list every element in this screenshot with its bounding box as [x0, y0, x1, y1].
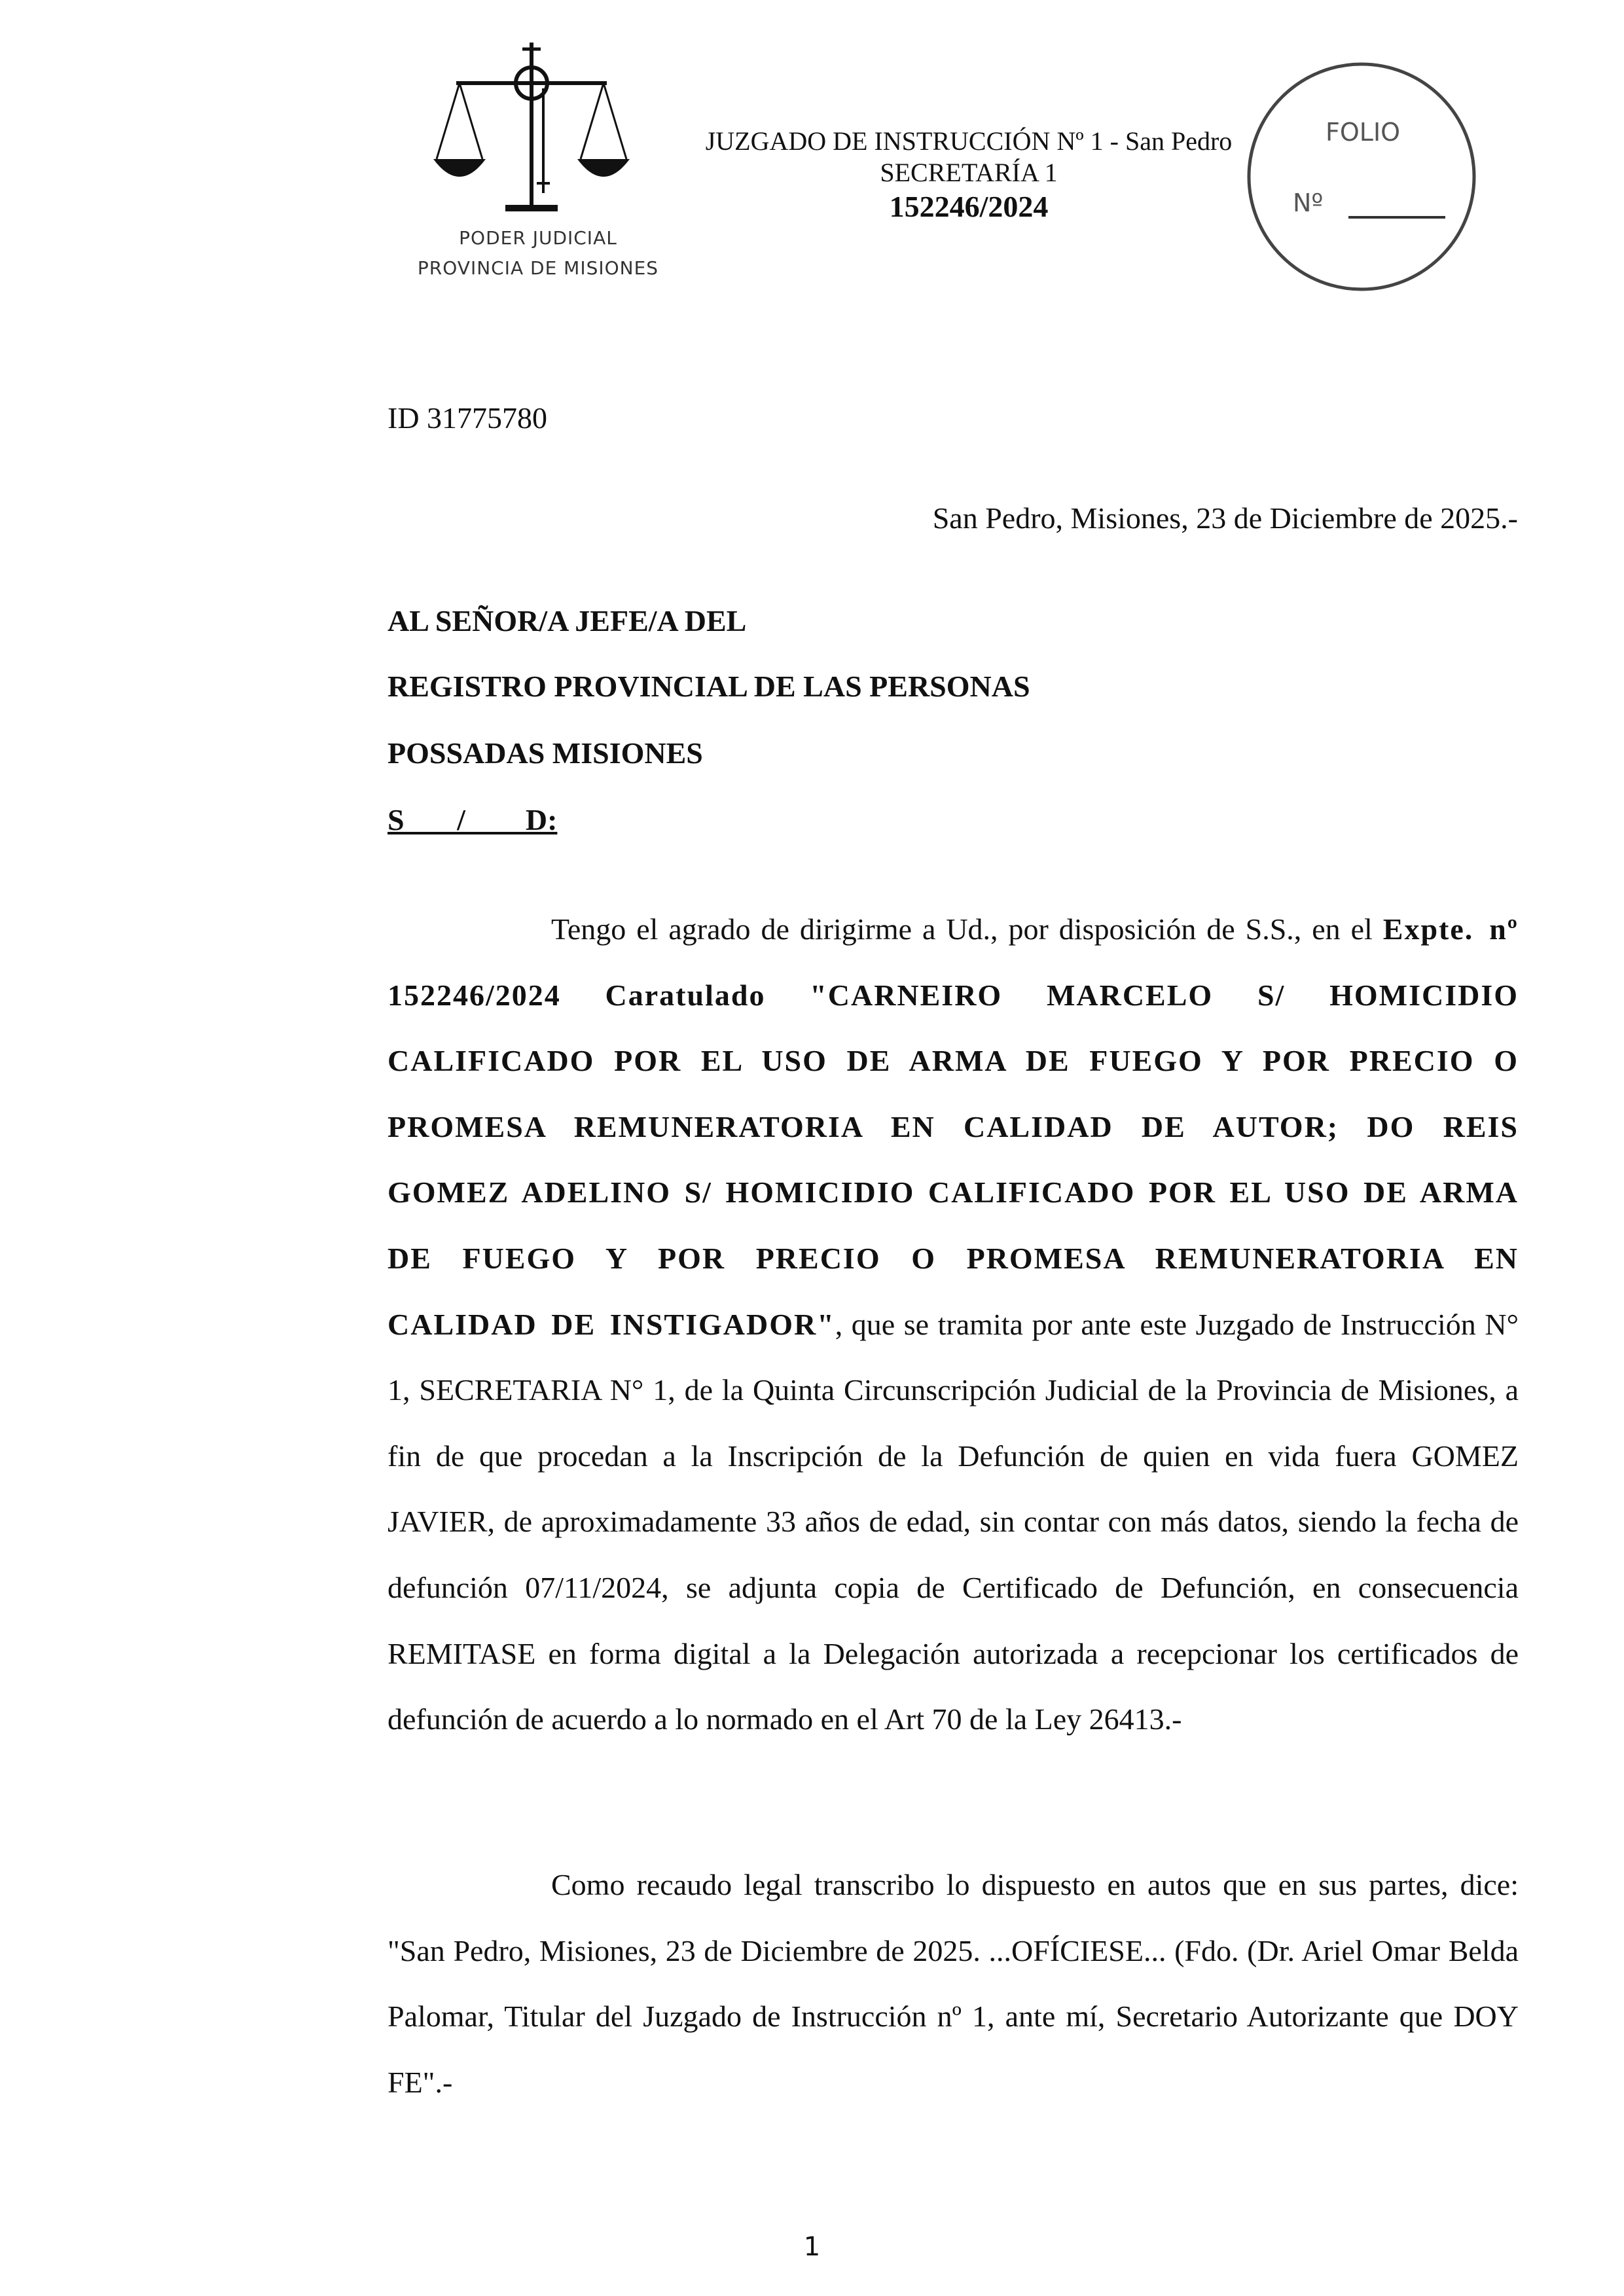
case-number: 152246/2024	[889, 190, 1049, 223]
folio-number-label: Nº	[1293, 188, 1324, 217]
logo-text-line1: PODER JUDICIAL	[459, 227, 617, 249]
body-paragraph-1	[388, 897, 1519, 1753]
folio-stamp	[1244, 59, 1479, 295]
document-date: San Pedro, Misiones, 23 de Diciembre de 2025.-	[932, 501, 1518, 535]
folio-label: FOLIO	[1326, 118, 1401, 147]
court-heading	[674, 126, 1263, 225]
addressee-line-1: AL SEÑOR/A JEFE/A DEL	[388, 604, 747, 637]
document-id: ID 31775780	[388, 401, 548, 435]
para1-intro: Tengo el agrado de dirigirme a Ud., por disposición de S.S., en el	[551, 912, 1383, 946]
case-caption: Expte. nº 152246/2024 Caratulado "CARNEIRO MARCELO S/ HOMICIDIO CALIFICADO POR EL USO DE ARMA DE FUEGO Y POR PRECIO O PROMESA REMUNERATORIA EN CALIDAD DE AUTOR; DO REIS GOMEZ ADELINO S/ HOMICIDIO CALIFICADO POR EL USO DE ARMA DE FUEGO Y POR PRECIO O PROMESA REMUNERATORIA EN CALIDAD DE INSTIGADOR"	[388, 912, 1519, 1341]
court-name: JUZGADO DE INSTRUCCIÓN Nº 1 - San Pedro	[705, 126, 1233, 156]
addressee-line-2: REGISTRO PROVINCIAL DE LAS PERSONAS	[388, 670, 1030, 703]
page-number: 1	[803, 2232, 821, 2262]
secretary-name: SECRETARÍA 1	[880, 158, 1058, 187]
folio-number-blank	[1348, 216, 1445, 219]
judicial-logo	[401, 43, 676, 291]
folio-circle	[1244, 59, 1479, 295]
body-paragraph-2: Como recaudo legal transcribo lo dispuesto en autos que en sus partes, dice: "San Pedro, Misiones, 23 de Diciembre de 2025. ...OFÍCIESE... (Fdo. (Dr. Ariel Omar Belda Palomar, Titular del Juzgado de Instrucción nº 1, ante mí, Secretario Autorizante que DOY FE".-	[388, 1868, 1519, 2099]
para1-rest: , que se tramita por ante este Juzgado de Instrucción N° 1, SECRETARIA N° 1, de la Quinta Circunscripción Judicial de la Provincia de Misiones, a fin de que procedan a la Inscripción de la Defunción de quien en vida fuera GOMEZ JAVIER, de aproximadamente 33 años de edad, sin contar con más datos, siendo la fecha de defunción 07/11/2024, se adjunta copia de Certificado de Defunción, en consecuencia REMITASE en forma digital a la Delegación autorizada a recepcionar los certificados de defunción de acuerdo a lo normado en el Art 70 de la Ley 26413.-	[388, 1307, 1519, 1736]
scales-of-justice-icon	[433, 43, 630, 226]
logo-text-line2: PROVINCIA DE MISIONES	[417, 257, 659, 279]
addressee-line-3: POSSADAS MISIONES	[388, 736, 703, 770]
addressee-sd: S / D:	[388, 803, 558, 836]
